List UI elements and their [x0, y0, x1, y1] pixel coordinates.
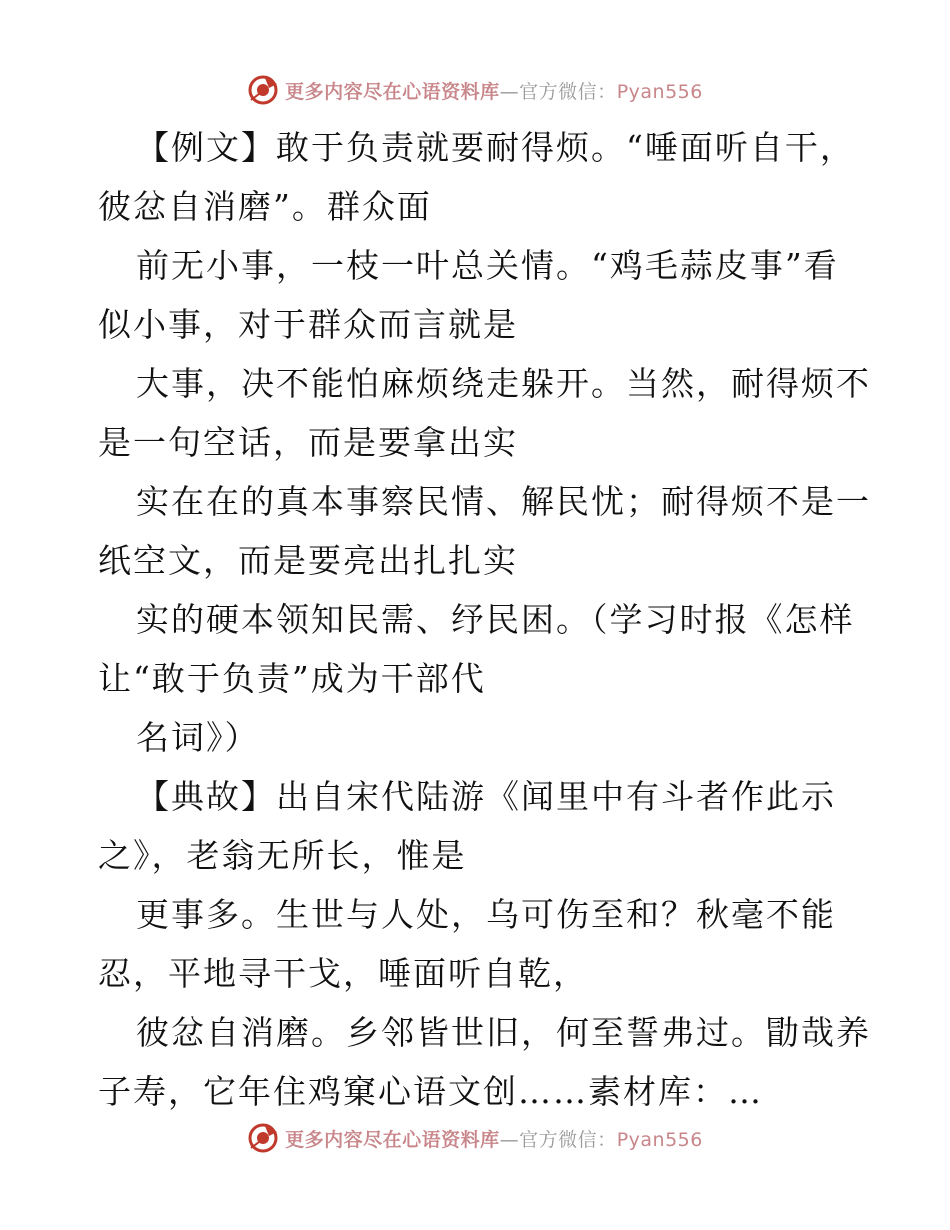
text-line: 名词》）	[136, 718, 260, 757]
text-line: 大事，决不能怕麻烦绕走躲开。当然，耐得烦不	[136, 364, 871, 403]
text-line: 实的硬本领知民需、纾民困。（学习时报《怎样	[136, 600, 855, 639]
header-banner	[0, 70, 950, 110]
footer-brand: 更多内容尽在心语资料库	[285, 1128, 500, 1151]
text-line: 似小事，对于群众而言就是	[98, 305, 518, 344]
document-body	[98, 118, 871, 1121]
text-line: 是一句空话，而是要拿出实	[98, 423, 518, 462]
footer-banner	[0, 1118, 950, 1158]
header-brand: 更多内容尽在心语资料库	[285, 80, 500, 103]
brand-logo-icon	[247, 1122, 279, 1154]
text-line: 彼忿自消磨”。群众面	[98, 187, 432, 226]
footer-separator: —	[499, 1128, 520, 1151]
header-wechat-id: Pyan556	[616, 80, 703, 103]
text-line: 实在在的真本事察民情、解民忧；耐得烦不是一	[136, 482, 871, 521]
text-line: 之》，老翁无所长，惟是	[98, 836, 467, 875]
text-line: 子寿，它年住鸡窠心语文创……素材库：…	[98, 1072, 763, 1111]
brand-logo-icon	[247, 74, 279, 106]
text-line: 纸空文，而是要亮出扎扎实	[98, 541, 518, 580]
header-wechat-label: 官方微信：	[519, 80, 617, 103]
text-line: 更事多。生世与人处，乌可伤至和？秋毫不能	[136, 895, 836, 934]
footer-wechat-label: 官方微信：	[519, 1128, 617, 1151]
text-line: 忍，平地寻干戈，唾面听自乾，	[98, 954, 588, 993]
header-text	[285, 77, 703, 104]
text-line: 【典故】出自宋代陆游《闻里中有斗者作此示	[136, 777, 836, 816]
text-line: 让“敢于负责”成为干部代	[98, 659, 486, 698]
footer-wechat-id: Pyan556	[616, 1128, 703, 1151]
text-line: 彼忿自消磨。乡邻皆世旧，何至誓弗过。勖哉养	[136, 1013, 871, 1052]
text-line: 【例文】敢于负责就要耐得烦。“唾面听自干，	[136, 128, 855, 167]
text-line: 前无小事，一枝一叶总关情。“鸡毛蒜皮事”看	[136, 246, 839, 285]
header-separator: —	[499, 80, 520, 103]
footer-text	[285, 1125, 703, 1152]
